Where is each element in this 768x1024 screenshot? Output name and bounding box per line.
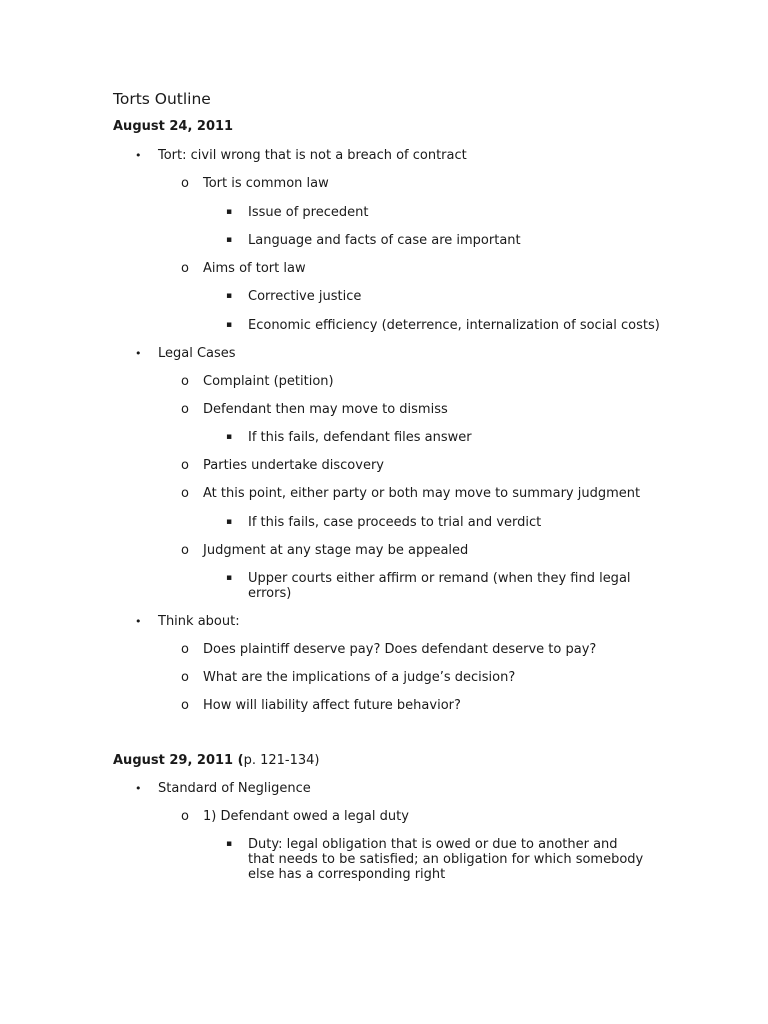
document-title: Torts Outline bbox=[113, 90, 211, 108]
list-item-level2: What are the implications of a judge’s decision? bbox=[203, 670, 516, 685]
level3-bullet: ▪ bbox=[226, 573, 233, 583]
level3-bullet: ▪ bbox=[226, 320, 233, 330]
level2-bullet: o bbox=[181, 809, 189, 824]
level2-bullet: o bbox=[181, 261, 189, 276]
level1-bullet: • bbox=[135, 615, 142, 628]
level3-bullet: ▪ bbox=[226, 839, 233, 849]
section-page-range: p. 121-134) bbox=[243, 753, 320, 768]
list-item-level3: Upper courts either affirm or remand (when they find legal errors) bbox=[248, 571, 631, 601]
section-date-heading: August 24, 2011 bbox=[113, 119, 234, 134]
level3-bullet: ▪ bbox=[226, 291, 233, 301]
level2-bullet: o bbox=[181, 176, 189, 191]
level2-bullet: o bbox=[181, 486, 189, 501]
list-item-level3: Language and facts of case are important bbox=[248, 233, 521, 248]
level2-bullet: o bbox=[181, 458, 189, 473]
list-item-level1: Tort: civil wrong that is not a breach of contract bbox=[158, 148, 467, 163]
list-item-level1: Think about: bbox=[158, 614, 240, 629]
list-item-level2: Does plaintiff deserve pay? Does defendant deserve to pay? bbox=[203, 642, 597, 657]
list-item-level3: Economic efficiency (deterrence, internalization of social costs) bbox=[248, 318, 660, 333]
list-item-level2: Aims of tort law bbox=[203, 261, 306, 276]
level3-bullet: ▪ bbox=[226, 207, 233, 217]
level2-bullet: o bbox=[181, 543, 189, 558]
list-item-level2: Defendant then may move to dismiss bbox=[203, 402, 448, 417]
level3-bullet: ▪ bbox=[226, 235, 233, 245]
level1-bullet: • bbox=[135, 347, 142, 360]
list-item-level2: How will liability affect future behavior? bbox=[203, 698, 461, 713]
list-item-level2: Judgment at any stage may be appealed bbox=[203, 543, 469, 558]
list-item-level3: Duty: legal obligation that is owed or due to another and that needs to be satisfied; an obligation for which somebody else has a corresponding right bbox=[248, 837, 644, 882]
list-item-level2: 1) Defendant owed a legal duty bbox=[203, 809, 409, 824]
list-item-level3: If this fails, defendant files answer bbox=[248, 430, 472, 445]
level2-bullet: o bbox=[181, 642, 189, 657]
list-item-level3: If this fails, case proceeds to trial and verdict bbox=[248, 515, 542, 530]
list-item-level2: At this point, either party or both may move to summary judgment bbox=[203, 486, 641, 501]
level1-bullet: • bbox=[135, 782, 142, 795]
list-item-level3: Corrective justice bbox=[248, 289, 362, 304]
level2-bullet: o bbox=[181, 374, 189, 389]
list-item-level1: Legal Cases bbox=[158, 346, 236, 361]
list-item-level3: Issue of precedent bbox=[248, 205, 369, 220]
section-date-heading bbox=[113, 753, 319, 768]
level2-bullet: o bbox=[181, 402, 189, 417]
list-item-level2: Complaint (petition) bbox=[203, 374, 334, 389]
level2-bullet: o bbox=[181, 698, 189, 713]
list-item-level2: Tort is common law bbox=[203, 176, 329, 191]
level1-bullet: • bbox=[135, 149, 142, 162]
list-item-level1: Standard of Negligence bbox=[158, 781, 311, 796]
level3-bullet: ▪ bbox=[226, 432, 233, 442]
level3-bullet: ▪ bbox=[226, 517, 233, 527]
list-item-level2: Parties undertake discovery bbox=[203, 458, 384, 473]
section-date: August 29, 2011 ( bbox=[113, 753, 244, 768]
level2-bullet: o bbox=[181, 670, 189, 685]
